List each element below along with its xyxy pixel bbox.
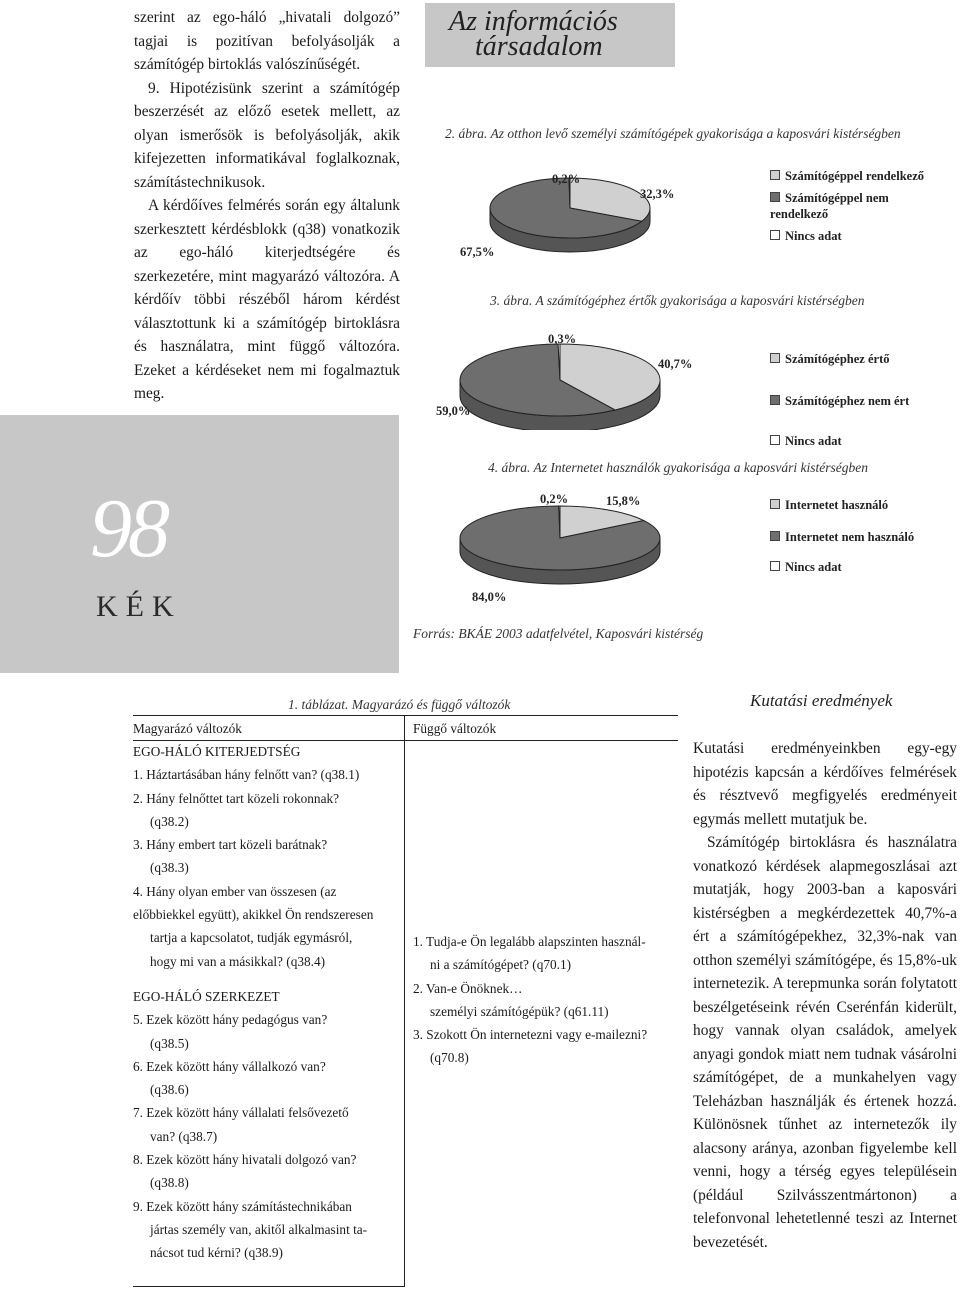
- table-row: 7. Ezek között hány vállalati felsővezető: [133, 1105, 349, 1121]
- fig2-label-not: 67,5%: [460, 245, 495, 259]
- fig4-label-none: 0,2%: [540, 492, 569, 506]
- intro-text: [134, 6, 400, 406]
- journal-name: KÉK: [96, 590, 182, 623]
- table-head-right: Függő változók: [413, 721, 497, 736]
- fig2-label-none: 0,2%: [552, 172, 581, 186]
- legend-label: Számítógéppel nem rendelkező: [770, 191, 889, 221]
- fig4-legend-1: [770, 498, 888, 513]
- results-heading: Kutatási eredmények: [750, 691, 893, 710]
- legend-label: Számítógéppel rendelkező: [785, 169, 924, 183]
- table-row: 8. Ezek között hány hivatali dolgozó van?: [133, 1152, 357, 1168]
- table-row: személyi számítógépük? (q61.11): [430, 1003, 609, 1019]
- fig4-label-not: 84,0%: [472, 590, 507, 604]
- intro-paragraph-2: 9. Hipotézisünk szerint a számítógép beszerzését az előző esetek mellett, az olyan ismerősök is befolyásolják, akik kifejezetten informatikával foglalkoznak, számítástechnikusok.: [134, 79, 400, 191]
- table-row: nácsot tud kérni? (q38.9): [150, 1245, 283, 1261]
- table-row: van? (q38.7): [150, 1128, 218, 1144]
- figure-4-caption: 4. ábra. Az Internetet használók gyakorisága a kaposvári kistérségben: [488, 460, 868, 475]
- legend-label: Számítógéphez értő: [785, 352, 890, 366]
- table-row: 9. Ezek között hány számítástechnikában: [133, 1198, 352, 1214]
- fig3-label-has: 40,7%: [658, 357, 693, 371]
- table-row: 4. Hány olyan ember van összesen (az előbbiekkel együtt), akikkel Ön rendszeresen: [133, 883, 374, 923]
- table-row: 1. Tudja-e Ön legalább alapszinten használ-: [413, 934, 646, 949]
- table-left-column: [133, 740, 399, 1265]
- fig4-legend-3: [770, 560, 842, 575]
- table-row: [133, 973, 399, 985]
- table-row: 1. Háztartásában hány felnőtt van? (q38.1): [133, 767, 360, 783]
- figure-3-caption: 3. ábra. A számítógéphez értők gyakorisága a kaposvári kistérségben: [490, 293, 865, 308]
- table-row: (q38.6): [150, 1082, 189, 1098]
- table-row: ni a számítógépet? (q70.1): [430, 957, 572, 973]
- table-row: 3. Szokott Ön internetezni vagy e-mailezni?: [413, 1027, 648, 1043]
- table-row: 6. Ezek között hány vállalkozó van?: [133, 1058, 326, 1074]
- section-title-line2: társadalom: [475, 31, 603, 62]
- table-right-column: [413, 930, 677, 1070]
- side-panel: [0, 415, 399, 673]
- legend-item: [770, 168, 930, 184]
- table-row: (q38.8): [150, 1175, 189, 1191]
- table-row: 3. Hány embert tart közeli barátnak?: [133, 837, 328, 853]
- table-head-left: Magyarázó változók: [133, 721, 242, 736]
- table-group-heading: EGO-HÁLÓ KITERJEDTSÉG: [133, 744, 301, 759]
- fig3-legend-1: [770, 352, 889, 367]
- table-row: tartja a kapcsolatot, tudják egymásról,: [150, 930, 353, 946]
- table-group-heading: EGO-HÁLÓ SZERKEZET: [133, 988, 280, 1004]
- intro-paragraph-1: szerint az ego-háló „hivatali dolgozó” tagjai is pozitívan befolyásolják a számítógép birtoklás valószínűségét.: [134, 9, 400, 73]
- table-row: 2. Hány felnőttet tart közeli rokonnak?: [133, 790, 340, 806]
- fig3-legend-2: [770, 394, 909, 409]
- fig3-legend-3: [770, 434, 842, 449]
- legend-label: Nincs adat: [785, 560, 842, 574]
- results-text: [693, 737, 957, 1254]
- figure-2-legend: [770, 168, 930, 244]
- figure-4-pie: [440, 490, 700, 600]
- table-row: (q70.8): [430, 1050, 469, 1066]
- results-paragraph-2: Számítógép birtoklásra és használatra vonatkozó kérdések alapmegoszlásai azt mutatják, hogy 2003-ban a kaposvári kistérségben a megkérdezettek 40,7%-a ért a számítógépekhez, 32,3%-nak van otthon személyi számítógépe, és 15,8%-uk internetezik. A terepmunka során folytatott beszélgetéseink révén Cserénfán kiderült, hogy vannak olyan családok, amelyek anyagi gondok miatt nem tudnak vásárolni számítógépet, de a munkahelyen vagy Teleházban használják és értenek hozzá. Különösnek tűnhet az internetezők ily alacsony aránya, azonban figyelembe kell venni, hogy a térség egyes településein (például Szilvásszentmártonon) a telefonvonal lehetetlenné teszi az Internet bevezetését.: [693, 834, 957, 1251]
- fig3-label-not: 59,0%: [436, 404, 471, 418]
- table-bottom-rule: [133, 1286, 405, 1287]
- table-row: 5. Ezek között hány pedagógus van?: [133, 1012, 328, 1028]
- fig3-label-none: 0,3%: [548, 332, 577, 346]
- table-row: (q38.5): [150, 1035, 189, 1051]
- table-row: (q38.3): [150, 860, 189, 876]
- table-row: hogy mi van a másikkal? (q38.4): [150, 953, 326, 969]
- table-divider: [404, 715, 405, 1287]
- legend-label: Nincs adat: [785, 229, 842, 243]
- fig4-label-has: 15,8%: [606, 494, 641, 508]
- legend-item: [770, 190, 930, 222]
- figure-2-pie: [440, 160, 740, 280]
- legend-label: Internetet használó: [785, 498, 889, 512]
- table-caption: 1. táblázat. Magyarázó és függő változók: [288, 697, 511, 712]
- section-title-line1: Az információs: [449, 6, 618, 37]
- table-row: (q38.2): [150, 813, 189, 829]
- legend-label: Számítógéphez nem ért: [785, 394, 910, 408]
- results-paragraph-1: Kutatási eredményeinkben egy-egy hipotézis kapcsán a kérdőíves felmérések és résztvevő megfigyelés eredményeit egymás mellett mutatjuk be.: [693, 740, 957, 828]
- page-number: 98: [90, 482, 166, 575]
- section-banner: [425, 3, 675, 67]
- figure-2-caption: 2. ábra. Az otthon levő személyi számítógépek gyakorisága a kaposvári kistérségben: [445, 126, 901, 141]
- legend-label: Internetet nem használó: [785, 530, 915, 544]
- table-row: jártas személy van, akitől alkalmasint ta-: [150, 1221, 368, 1237]
- figure-source: Forrás: BKÁE 2003 adatfelvétel, Kaposvári kistérség: [413, 626, 704, 641]
- fig2-label-has: 32,3%: [640, 187, 675, 201]
- table-top-rule: [133, 715, 678, 716]
- table-row: 2. Van-e Önöknek…: [413, 980, 523, 996]
- intro-paragraph-3: A kérdőíves felmérés során egy általunk szerkesztett kérdésblokk (q38) vonatkozik az ego-háló kiterjedtségére és szerkezetére, mint magyarázó változóra. A kérdőív többi részéből három kérdést választottunk ki a számítógép birtoklásra és használatra, mint függő változóra. Ezeket a kérdéseket nem mi fogalmaztuk meg.: [134, 197, 400, 402]
- legend-item: [770, 228, 930, 244]
- fig4-legend-2: [770, 530, 914, 545]
- legend-label: Nincs adat: [785, 434, 842, 448]
